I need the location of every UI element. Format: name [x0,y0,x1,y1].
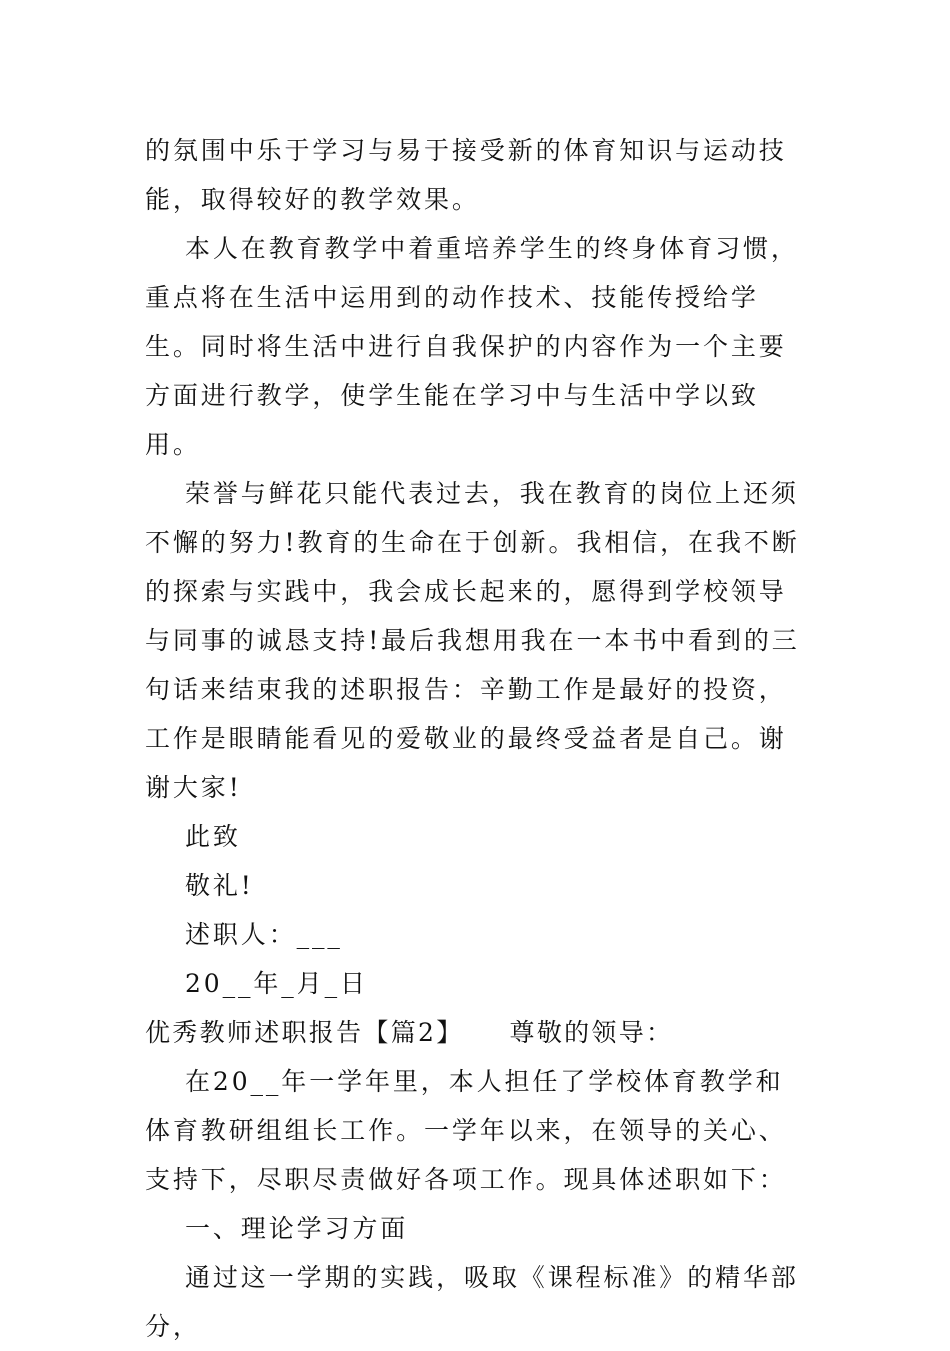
report-heading [145,1008,805,1057]
closing-respect: 敬礼! [185,871,254,900]
paragraph-curriculum-standard: 通过这一学期的实践，吸取《课程标准》的精华部分， [145,1263,799,1341]
report-greeting: 尊敬的领导： [509,1018,674,1047]
paragraph-lifelong-habits: 本人在教育教学中着重培养学生的终身体育习惯，重点将在生活中运用到的动作技术、技能传授给学生。同时将生活中进行自我保护的内容作为一个主要方面进行教学，使学生能在学习中与生活中学以致用。 [145,234,799,459]
report-title: 优秀教师述职报告【篇2】 [145,1018,464,1047]
paragraph-year-summary: 在20__年一学年里，本人担任了学校体育教学和体育教研组组长工作。一学年以来，在领导的关心、支持下，尽职尽责做好各项工作。现具体述职如下： [145,1067,787,1194]
paragraph-teaching-effect: 的氛围中乐于学习与易于接受新的体育知识与运动技能，取得较好的教学效果。 [145,136,787,214]
date-line: 20__年_月_日 [185,969,368,998]
signer-line: 述职人：___ [185,920,343,949]
closing-salutation: 此致 [185,822,241,851]
section-heading-theory: 一、理论学习方面 [185,1214,409,1243]
paragraph-honor-and-thanks: 荣誉与鲜花只能代表过去，我在教育的岗位上还须不懈的努力!教育的生命在于创新。我相信，在我不断的探索与实践中，我会成长起来的，愿得到学校领导与同事的诚恳支持!最后我想用我在一本书中看到的三句话来结束我的述职报告：辛勤工作是最好的投资，工作是眼睛能看见的爱敬业的最终受益者是自己。谢谢大家! [145,479,800,802]
